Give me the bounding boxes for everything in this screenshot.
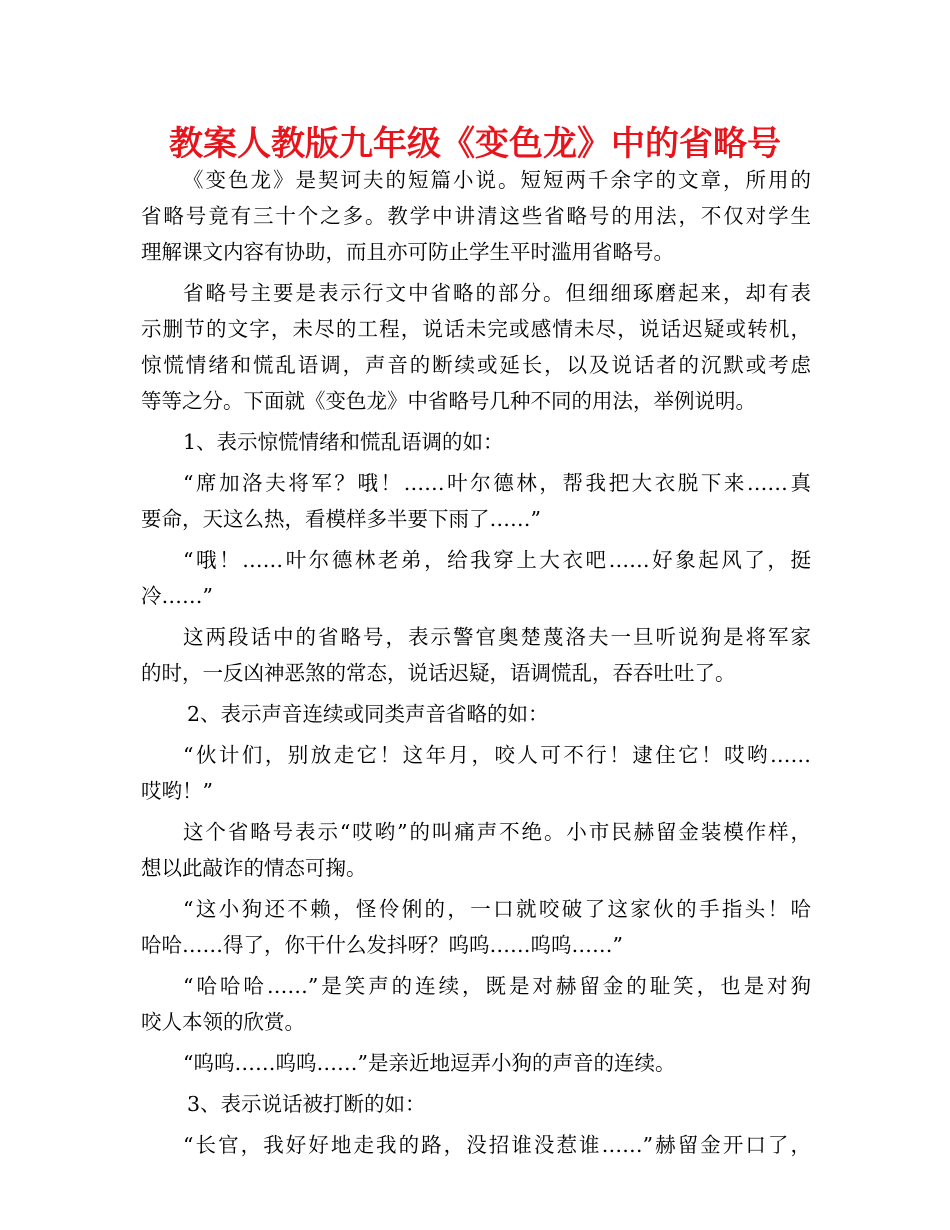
paragraph-line: 这两段话中的省略号，表示警官奥楚蔑洛夫一旦听说狗是将军家 [183, 625, 811, 649]
paragraph-line: 这个省略号表示“哎哟”的叫痛声不绝。小市民赫留金装模作样， [183, 820, 811, 844]
quote-line: 冷……” [141, 584, 213, 608]
quote-line: “伙计们，别放走它！这年月，咬人可不行！逮住它！哎哟…… [183, 743, 811, 767]
paragraph-line: 示删节的文字，未尽的工程，说话未完或感情未尽，说话迟疑或转机， [141, 317, 811, 341]
paragraph-line: 省略号主要是表示行文中省略的部分。但细细琢磨起来，却有表 [183, 281, 811, 305]
quote-line: “哦！……叶尔德林老弟，给我穿上大衣吧……好象起风了，挺 [183, 548, 811, 572]
paragraph-line: 省略号竟有三十个之多。教学中讲清这些省略号的用法，不仅对学生 [141, 204, 811, 228]
paragraph-line: 想以此敲诈的情态可掬。 [141, 856, 367, 880]
document-body [141, 162, 811, 1163]
quote-line: 哈哈……得了，你干什么发抖呀？呜呜……呜呜……” [141, 933, 623, 957]
quote-line: “长官，我好好地走我的路，没招谁没惹谁……”赫留金开口了， [183, 1133, 811, 1157]
quote-line: 哎哟！” [141, 779, 213, 803]
quote-line: “这小狗还不赖，怪伶俐的，一口就咬破了这家伙的手指头！哈 [183, 897, 811, 921]
section-heading: 1、表示惊慌情绪和慌乱语调的如： [183, 430, 504, 454]
document-title: 教案人教版九年级《变色龙》中的省略号 [169, 124, 781, 164]
paragraph-line: 惊慌情绪和慌乱语调，声音的断续或延长，以及说话者的沉默或考虑 [141, 353, 811, 377]
paragraph-line: 等等之分。下面就《变色龙》中省略号几种不同的用法，举例说明。 [141, 389, 756, 413]
quote-line: “席加洛夫将军？哦！……叶尔德林，帮我把大衣脱下来……真 [183, 471, 811, 495]
paragraph-line: 理解课文内容有协助，而且亦可防止学生平时滥用省略号。 [141, 240, 674, 264]
paragraph-line: 咬人本领的欣赏。 [141, 1010, 305, 1034]
paragraph-line: 的时，一反凶神恶煞的常态，说话迟疑，语调慌乱，吞吞吐吐了。 [141, 661, 736, 685]
paragraph-line: “哈哈哈……”是笑声的连续，既是对赫留金的耻笑，也是对狗 [183, 974, 811, 998]
paragraph-line: “呜呜……呜呜……”是亲近地逗弄小狗的声音的连续。 [183, 1051, 676, 1075]
quote-line: 要命，天这么热，看模样多半要下雨了……” [141, 507, 541, 531]
section-heading: 3、表示说话被打断的如： [187, 1092, 426, 1116]
section-heading: 2、表示声音连续或同类声音省略的如： [187, 702, 549, 726]
paragraph-line: 《变色龙》是契诃夫的短篇小说。短短两千余字的文章，所用的 [183, 168, 811, 192]
